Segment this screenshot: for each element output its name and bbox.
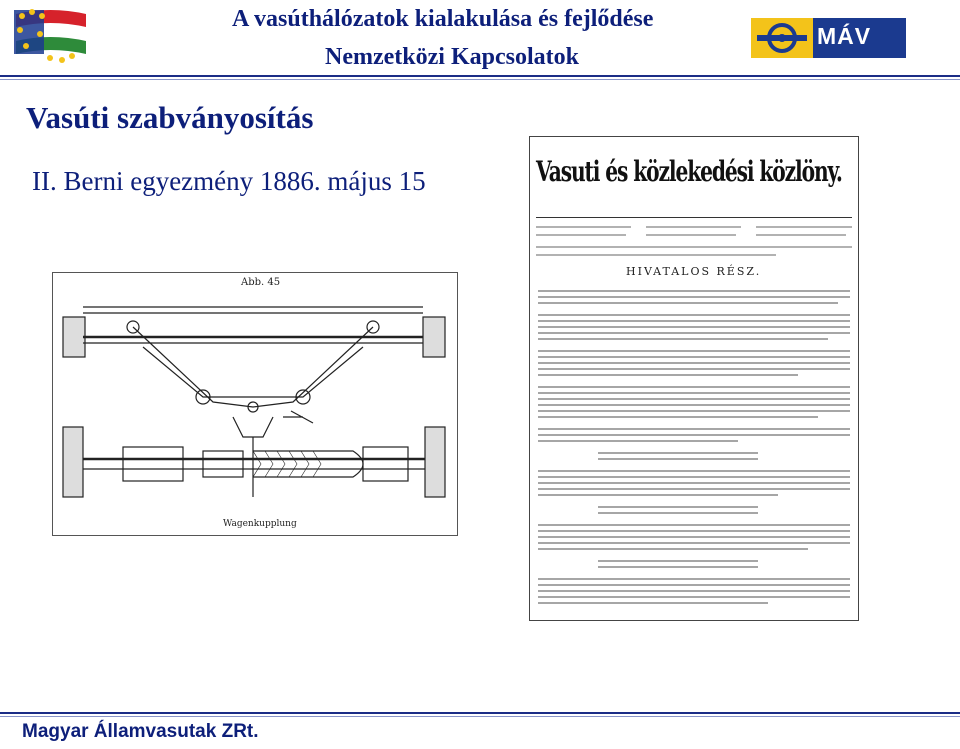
mav-logo [751, 18, 906, 58]
mav-logo-emblem [751, 18, 813, 58]
masthead-rule [536, 217, 852, 218]
drawing-figure-label: Abb. 45 [241, 277, 281, 288]
coupling-schematic [53, 287, 457, 519]
newspaper-section-heading: HIVATALOS RÉSZ. [626, 265, 762, 278]
header-divider-thin [0, 79, 960, 80]
slide-subtitle: II. Berni egyezmény 1886. május 15 [32, 166, 426, 196]
newspaper-body-text-lines [538, 285, 850, 615]
newspaper-clipping [529, 136, 859, 621]
drawing-caption: Wagenkupplung [223, 519, 297, 529]
newspaper-masthead: Vasuti és közlekedési közlöny. [536, 155, 842, 188]
header-divider [0, 75, 960, 77]
mav-wheel-icon [751, 18, 813, 58]
footer-text: Magyar Államvasutak ZRt. [22, 721, 259, 742]
masthead-info-lines [536, 221, 852, 261]
mav-logo-text: MÁV [817, 23, 872, 49]
wagon-coupling-drawing [52, 272, 458, 536]
footer-divider-thin [0, 716, 960, 717]
header-subtitle: Nemzetközi Kapcsolatok [325, 44, 579, 70]
slide-title: Vasúti szabványosítás [26, 100, 314, 135]
footer-divider [0, 712, 960, 714]
header-title: A vasúthálózatok kialakulása és fejlődése [232, 6, 654, 32]
eu-hungary-flag-logo [10, 4, 90, 66]
